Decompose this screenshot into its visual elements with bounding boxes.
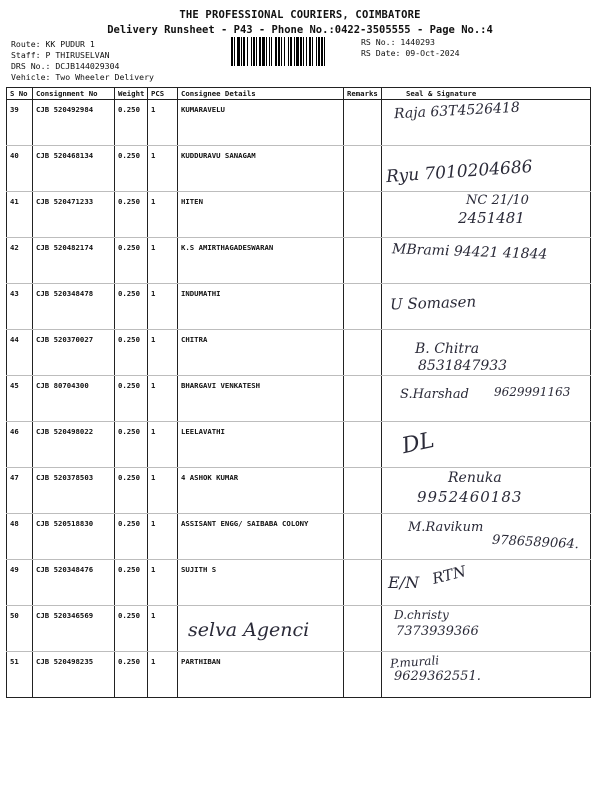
handwritten-signature: Raja 63T4526418 bbox=[393, 99, 521, 123]
table-row bbox=[7, 560, 591, 606]
barcode bbox=[231, 37, 354, 66]
consignee-cell: KUDDURAVU SANAGAM bbox=[178, 146, 344, 192]
table-row bbox=[7, 606, 591, 652]
pcs-cell: 1 bbox=[148, 100, 178, 146]
consignment-cell: CJB 520482174 bbox=[33, 238, 115, 284]
signature-cell bbox=[382, 652, 591, 698]
signature-cell bbox=[382, 422, 591, 468]
remarks-cell bbox=[344, 422, 382, 468]
consignment-cell: CJB 520348478 bbox=[33, 284, 115, 330]
handwritten-signature: Renuka bbox=[448, 470, 502, 486]
signature-cell bbox=[382, 100, 591, 146]
handwritten-signature: P.murali bbox=[389, 653, 440, 671]
signature-cell bbox=[382, 606, 591, 652]
weight-cell: 0.250 bbox=[115, 330, 148, 376]
col-header-remarks: Remarks bbox=[344, 88, 382, 100]
handwritten-signature: S.Harshad bbox=[400, 387, 469, 402]
sno-cell: 43 bbox=[7, 284, 33, 330]
pcs-cell: 1 bbox=[148, 606, 178, 652]
pcs-cell: 1 bbox=[148, 422, 178, 468]
route-details bbox=[11, 39, 154, 83]
handwritten-signature: E/N bbox=[388, 573, 420, 592]
consignment-cell: CJB 520370027 bbox=[33, 330, 115, 376]
sno-cell: 45 bbox=[7, 376, 33, 422]
signature-cell bbox=[382, 560, 591, 606]
handwritten-signature: MBrami 94421 41844 bbox=[391, 241, 548, 263]
pcs-cell: 1 bbox=[148, 468, 178, 514]
pcs-cell: 1 bbox=[148, 376, 178, 422]
table-row bbox=[7, 652, 591, 698]
handwritten-phone: 9786589064. bbox=[491, 532, 580, 553]
consignee-cell: SUJITH S bbox=[178, 560, 344, 606]
handwritten-signature: U Somasen bbox=[389, 292, 477, 314]
table-row bbox=[7, 376, 591, 422]
weight-cell: 0.250 bbox=[115, 422, 148, 468]
remarks-cell bbox=[344, 376, 382, 422]
table-row bbox=[7, 100, 591, 146]
col-header-consignment: Consignment No bbox=[33, 88, 115, 100]
signature-cell bbox=[382, 330, 591, 376]
consignee-cell: INDUMATHI bbox=[178, 284, 344, 330]
signature-cell bbox=[382, 192, 591, 238]
staff: Staff: P THIRUSELVAN bbox=[11, 50, 110, 60]
handwritten-signature: D.christy bbox=[394, 608, 449, 622]
remarks-cell bbox=[344, 652, 382, 698]
table-row bbox=[7, 514, 591, 560]
pcs-cell: 1 bbox=[148, 560, 178, 606]
route: Route: KK PUDUR 1 bbox=[11, 39, 95, 49]
handwritten-signature: Ryu 7010204686 bbox=[385, 156, 534, 188]
runsheet-title: Delivery Runsheet - P43 - Phone No.:0422-3505555 - Page No.:4 bbox=[107, 24, 493, 36]
remarks-cell bbox=[344, 238, 382, 284]
handwritten-note: RTN bbox=[430, 562, 468, 588]
signature-cell bbox=[382, 238, 591, 284]
handwritten-phone: 9629362551. bbox=[394, 669, 481, 684]
rs-details bbox=[361, 37, 460, 59]
sno-cell: 48 bbox=[7, 514, 33, 560]
weight-cell: 0.250 bbox=[115, 100, 148, 146]
table-row bbox=[7, 422, 591, 468]
remarks-cell bbox=[344, 606, 382, 652]
consignee-cell: K.S AMIRTHAGADESWARAN bbox=[178, 238, 344, 284]
handwritten-consignee: selva Agenci bbox=[188, 619, 310, 641]
consignee-cell: ASSISANT ENGG/ SAIBABA COLONY bbox=[178, 514, 344, 560]
col-header-signature: Seal & Signature bbox=[382, 88, 591, 100]
remarks-cell bbox=[344, 514, 382, 560]
remarks-cell bbox=[344, 284, 382, 330]
table-row bbox=[7, 330, 591, 376]
weight-cell: 0.250 bbox=[115, 652, 148, 698]
table-row bbox=[7, 284, 591, 330]
pcs-cell: 1 bbox=[148, 146, 178, 192]
pcs-cell: 1 bbox=[148, 238, 178, 284]
rs-number: RS No.: 1440293 bbox=[361, 37, 435, 47]
handwritten-signature: B. Chitra bbox=[415, 341, 480, 357]
remarks-cell bbox=[344, 146, 382, 192]
consignment-cell: CJB 80704300 bbox=[33, 376, 115, 422]
consignment-cell: CJB 520492984 bbox=[33, 100, 115, 146]
handwritten-phone: 9629991163 bbox=[494, 385, 571, 399]
remarks-cell bbox=[344, 192, 382, 238]
remarks-cell bbox=[344, 560, 382, 606]
consignment-cell: CJB 520468134 bbox=[33, 146, 115, 192]
signature-cell bbox=[382, 376, 591, 422]
col-header-consignee: Consignee Details bbox=[178, 88, 344, 100]
consignee-cell: HITEN bbox=[178, 192, 344, 238]
table-row bbox=[7, 468, 591, 514]
rs-date: RS Date: 09-Oct-2024 bbox=[361, 48, 460, 58]
consignment-cell: CJB 520346569 bbox=[33, 606, 115, 652]
pcs-cell: 1 bbox=[148, 514, 178, 560]
weight-cell: 0.250 bbox=[115, 376, 148, 422]
sno-cell: 41 bbox=[7, 192, 33, 238]
sno-cell: 47 bbox=[7, 468, 33, 514]
sno-cell: 49 bbox=[7, 560, 33, 606]
sno-cell: 51 bbox=[7, 652, 33, 698]
signature-cell bbox=[382, 468, 591, 514]
consignment-cell: CJB 520498022 bbox=[33, 422, 115, 468]
sno-cell: 46 bbox=[7, 422, 33, 468]
pcs-cell: 1 bbox=[148, 284, 178, 330]
consignee-cell: BHARGAVI VENKATESH bbox=[178, 376, 344, 422]
handwritten-phone: 7373939366 bbox=[396, 624, 479, 639]
remarks-cell bbox=[344, 100, 382, 146]
col-header-pcs: PCS bbox=[148, 88, 178, 100]
drs-number: DRS No.: DCJB144029304 bbox=[11, 61, 120, 71]
col-header-sno: S No bbox=[7, 88, 33, 100]
handwritten-signature: DL bbox=[399, 427, 437, 460]
consignment-cell: CJB 520348476 bbox=[33, 560, 115, 606]
consignee-cell: KUMARAVELU bbox=[178, 100, 344, 146]
consignee-cell: CHITRA bbox=[178, 330, 344, 376]
consignment-cell: CJB 520518830 bbox=[33, 514, 115, 560]
consignment-cell: CJB 520378503 bbox=[33, 468, 115, 514]
sno-cell: 40 bbox=[7, 146, 33, 192]
consignee-cell: LEELAVATHI bbox=[178, 422, 344, 468]
consignee-cell: 4 ASHOK KUMAR bbox=[178, 468, 344, 514]
weight-cell: 0.250 bbox=[115, 238, 148, 284]
table-header-row bbox=[7, 88, 591, 100]
handwritten-phone: 2451481 bbox=[458, 209, 525, 227]
signature-cell bbox=[382, 514, 591, 560]
weight-cell: 0.250 bbox=[115, 468, 148, 514]
pcs-cell: 1 bbox=[148, 192, 178, 238]
handwritten-note: NC 21/10 bbox=[466, 193, 529, 208]
table-row bbox=[7, 238, 591, 284]
handwritten-phone: 9952460183 bbox=[417, 488, 523, 506]
weight-cell: 0.250 bbox=[115, 514, 148, 560]
remarks-cell bbox=[344, 468, 382, 514]
vehicle: Vehicle: Two Wheeler Delivery bbox=[11, 72, 154, 82]
handwritten-signature: M.Ravikum bbox=[408, 520, 484, 535]
signature-cell bbox=[382, 146, 591, 192]
consignment-cell: CJB 520471233 bbox=[33, 192, 115, 238]
sno-cell: 42 bbox=[7, 238, 33, 284]
consignment-cell: CJB 520498235 bbox=[33, 652, 115, 698]
runsheet-table bbox=[6, 87, 591, 698]
weight-cell: 0.250 bbox=[115, 560, 148, 606]
weight-cell: 0.250 bbox=[115, 146, 148, 192]
weight-cell: 0.250 bbox=[115, 192, 148, 238]
consignee-cell: PARTHIBAN bbox=[178, 652, 344, 698]
sno-cell: 50 bbox=[7, 606, 33, 652]
consignee-cell bbox=[178, 606, 344, 652]
pcs-cell: 1 bbox=[148, 652, 178, 698]
table-row bbox=[7, 192, 591, 238]
handwritten-phone: 8531847933 bbox=[418, 358, 508, 374]
sno-cell: 44 bbox=[7, 330, 33, 376]
company-name: THE PROFESSIONAL COURIERS, COIMBATORE bbox=[179, 9, 421, 21]
sno-cell: 39 bbox=[7, 100, 33, 146]
col-header-weight: Weight bbox=[115, 88, 148, 100]
weight-cell: 0.250 bbox=[115, 606, 148, 652]
signature-cell bbox=[382, 284, 591, 330]
table-row bbox=[7, 146, 591, 192]
pcs-cell: 1 bbox=[148, 330, 178, 376]
remarks-cell bbox=[344, 330, 382, 376]
weight-cell: 0.250 bbox=[115, 284, 148, 330]
